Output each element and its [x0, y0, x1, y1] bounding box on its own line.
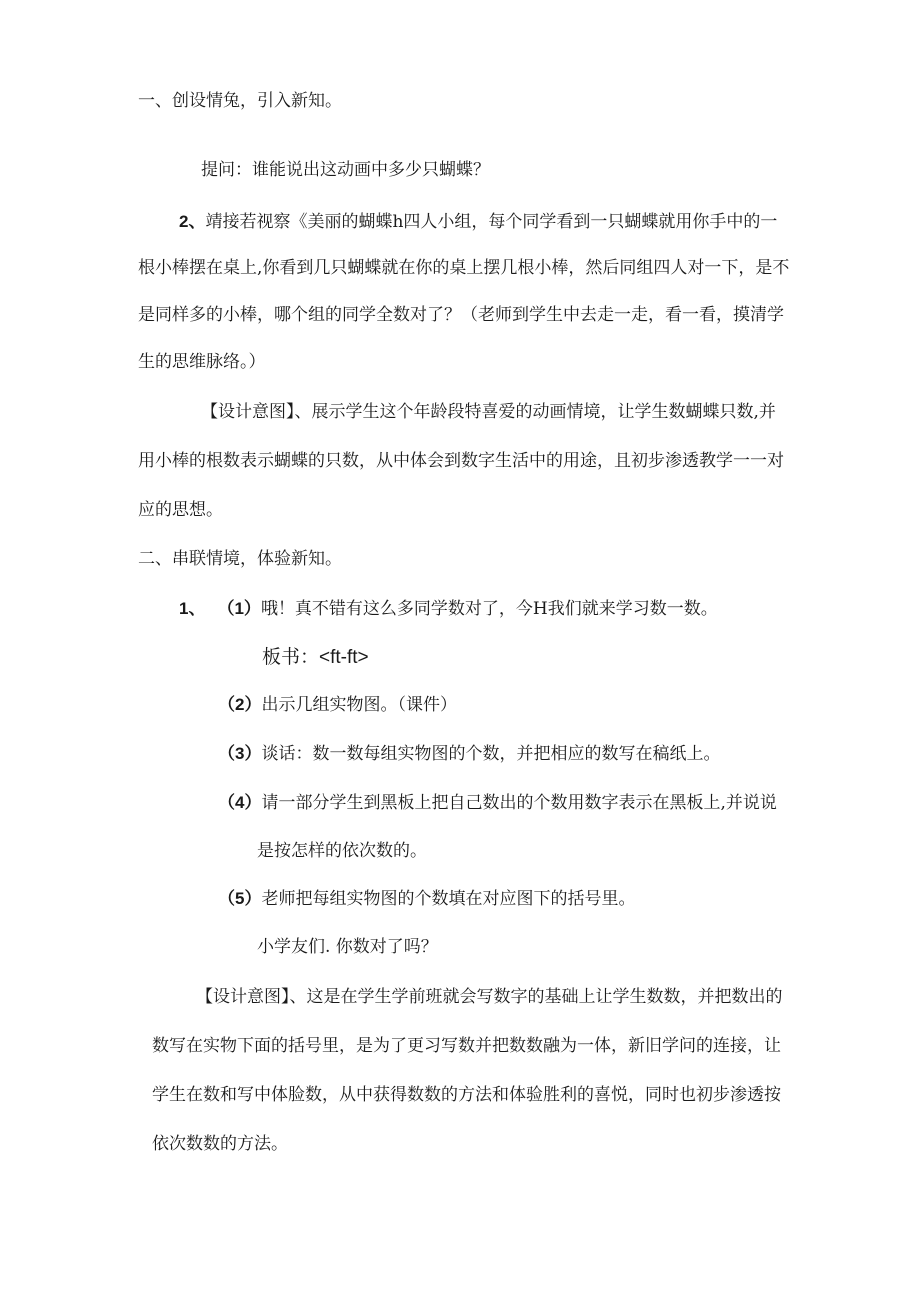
sub-item-2: [218, 696, 457, 714]
sub-text-3: 谈话：数一数每组实物图的个数，并把相应的数写在稿纸上。: [261, 744, 721, 764]
item-2-text: 靖接若视察《美丽的蝴蝶h四人小组，每个同学看到一只蝴蝶就用你手中的一: [205, 212, 778, 232]
sub-item-4: [218, 794, 777, 812]
sub-item-5: [218, 890, 635, 908]
design-intent-2-line-2: 数写在实物下面的括号里，是为了更习写数并把数数融为一体，新旧学问的连接，让: [152, 1036, 781, 1056]
design-intent-1-line-2: 用小棒的根数表示蝴蝶的只数，从中体会到数字生活中的用途，且初步渗透教学一一对: [138, 451, 784, 471]
section-heading-1: 一、创设情兔，引入新知。: [138, 91, 342, 111]
sub-number-3: （3）: [218, 744, 262, 763]
item-2-line-4: 生的思维脉络。）: [138, 352, 266, 372]
section-heading-2: 二、串联情境，体验新知。: [138, 549, 342, 569]
item-2-line-1: [179, 213, 777, 231]
sub-number-1: （1）: [217, 599, 261, 618]
sub-number-5: （5）: [218, 889, 262, 908]
sub-number-4: （4）: [218, 793, 262, 812]
sub-text-2: 出示几组实物图。（课件）: [261, 695, 457, 715]
design-intent-1-line-1: 【设计意图】、展示学生这个年龄段特喜爱的动画情境，让学生数蝴蝶只数,并: [201, 402, 776, 422]
sub-number-2: （2）: [218, 695, 262, 714]
item-number: 1、: [179, 599, 206, 618]
sub-text-1: 哦！真不错有这么多同学数对了，今H我们就来学习数一数。: [260, 599, 718, 619]
sub-text-5: 老师把每组实物图的个数填在对应图下的括号里。: [261, 889, 636, 909]
design-intent-2-line-3: 学生在数和写中体脸数，从中获得数数的方法和体验胜利的喜悦，同时也初步渗透按: [152, 1085, 781, 1105]
sub-item-4-continued: 是按怎样的依次数的。: [257, 841, 427, 861]
question-2: 小学友们. 你数对了吗？: [257, 937, 438, 957]
design-intent-1-line-3: 应的思想。: [138, 500, 223, 520]
item-2-line-3: 是同样多的小棒，哪个组的同学全数对了？（老师到学生中去走一走，看一看，摸清学: [138, 305, 784, 325]
sub-item-3: [218, 745, 720, 763]
item-number: 2、: [179, 212, 206, 231]
item-1-line: [179, 600, 718, 618]
board-writing: 板书：<ft-ft>: [262, 647, 369, 668]
sub-text-4: 请一部分学生到黑板上把自己数出的个数用数字表示在黑板上,并说说: [261, 793, 777, 813]
item-2-line-2: 根小棒摆在桌上,你看到几只蝴蝶就在你的桌上摆几根小棒，然后同组四人对一下，是不: [138, 258, 790, 278]
question-text: 提问：谁能说出这动画中多少只蝴蝶？: [201, 160, 490, 180]
design-intent-2-line-1: 【设计意图】、这是在学生学前班就会写数字的基础上让学生数数，并把数出的: [196, 987, 783, 1007]
design-intent-2-line-4: 依次数数的方法。: [152, 1134, 288, 1154]
